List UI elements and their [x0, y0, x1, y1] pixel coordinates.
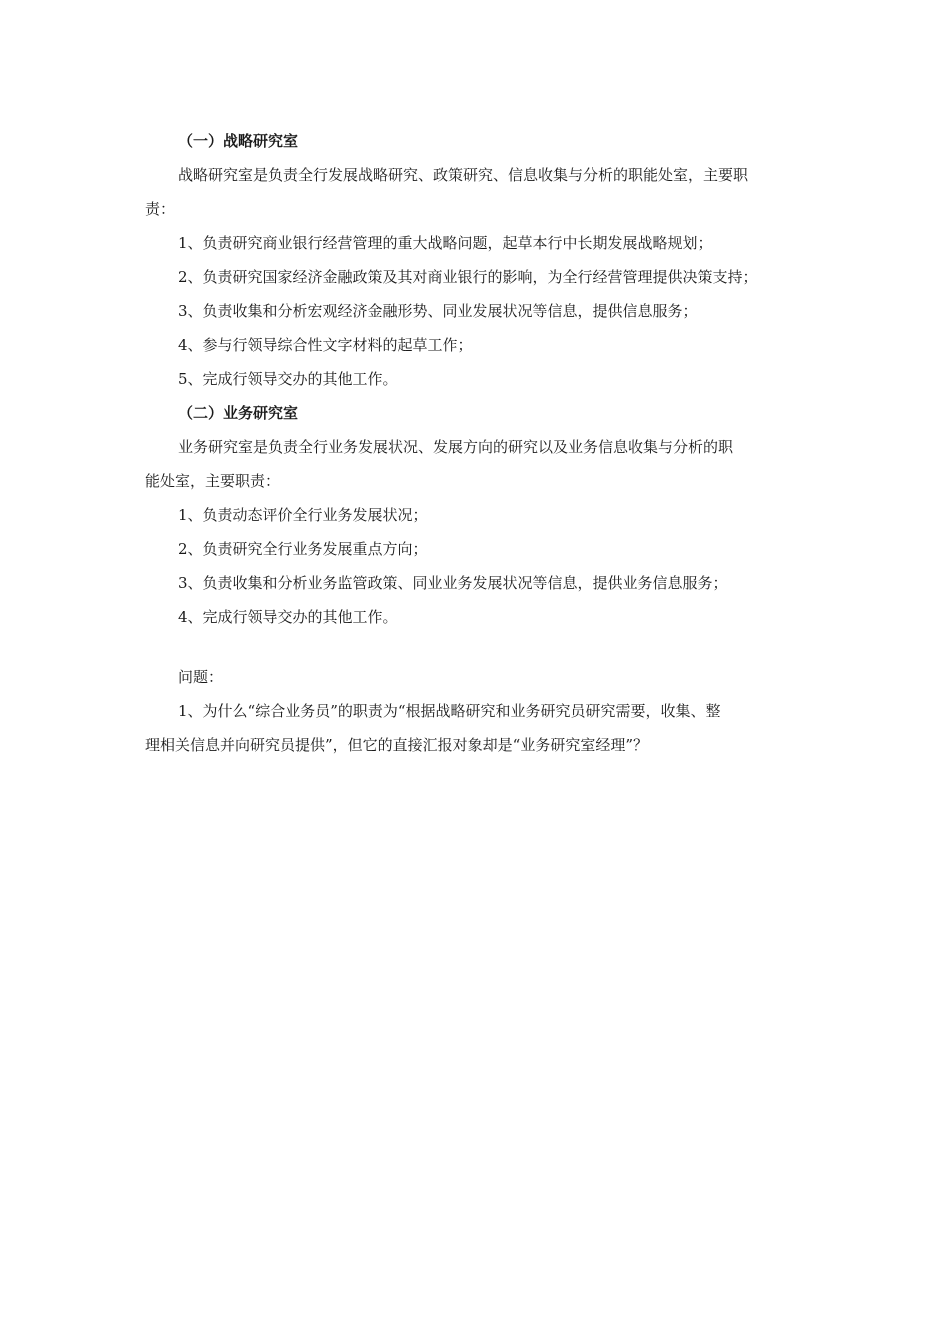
question-1-line2: 理相关信息并向研究员提供”，但它的直接汇报对象却是“业务研究室经理”？ — [145, 736, 649, 754]
section-heading-strategy: （一）战略研究室 — [178, 132, 299, 150]
blank-line — [145, 634, 815, 660]
list-item: 4、参与行领导综合性文字材料的起草工作； — [178, 336, 473, 354]
list-item: 3、负责收集和分析宏观经济金融形势、同业发展状况等信息，提供信息服务； — [178, 302, 698, 320]
list-item: 4、完成行领导交办的其他工作。 — [178, 608, 398, 626]
list-item: 5、完成行领导交办的其他工作。 — [178, 370, 398, 388]
list-item: 1、负责动态评价全行业务发展状况； — [178, 506, 428, 524]
section-heading-business: （二）业务研究室 — [178, 404, 299, 422]
section-intro-strategy-line1: 战略研究室是负责全行发展战略研究、政策研究、信息收集与分析的职能处室，主要职 — [178, 166, 749, 184]
list-item: 1、负责研究商业银行经营管理的重大战略问题，起草本行中长期发展战略规划； — [178, 234, 713, 252]
document-body — [145, 124, 815, 762]
questions-label: 问题： — [178, 668, 224, 686]
question-1-line1: 1、为什么“综合业务员”的职责为“根据战略研究和业务研究员研究需要，收集、整 — [178, 702, 721, 720]
list-item: 2、负责研究全行业务发展重点方向； — [178, 540, 428, 558]
list-item: 2、负责研究国家经济金融政策及其对商业银行的影响，为全行经营管理提供决策支持； — [178, 268, 758, 286]
section-intro-strategy-line2: 责： — [145, 200, 176, 218]
section-intro-business-line2: 能处室，主要职责： — [145, 472, 281, 490]
section-intro-business-line1: 业务研究室是负责全行业务发展状况、发展方向的研究以及业务信息收集与分析的职 — [178, 438, 734, 456]
list-item: 3、负责收集和分析业务监管政策、同业业务发展状况等信息，提供业务信息服务； — [178, 574, 728, 592]
